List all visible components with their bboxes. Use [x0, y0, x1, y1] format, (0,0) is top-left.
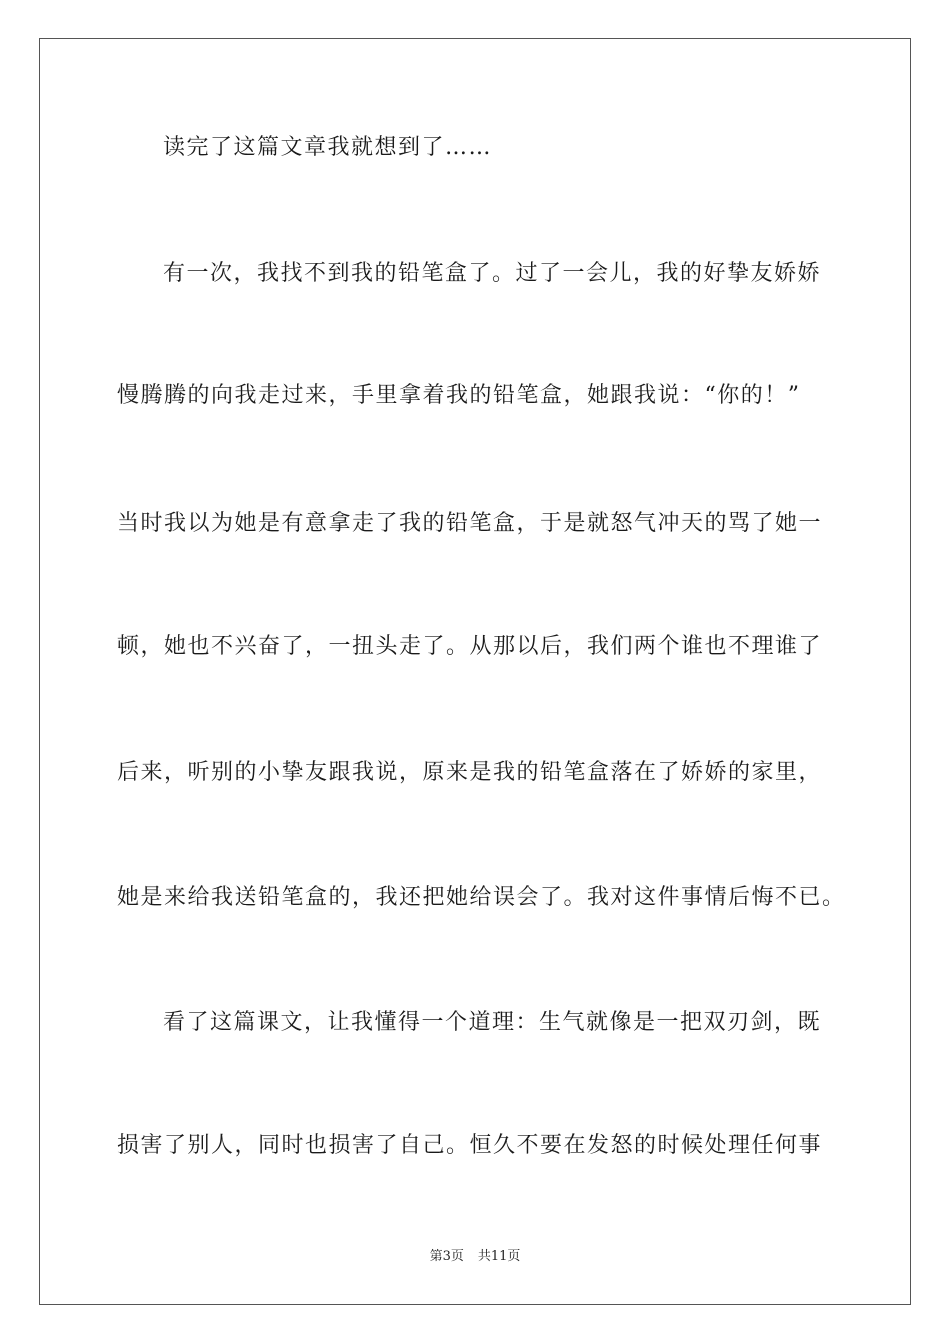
- text-line-3: 慢腾腾的向我走过来，手里拿着我的铅笔盒，她跟我说：“你的！”: [117, 383, 801, 408]
- text-line-1: 读完了这篇文章我就想到了……: [163, 135, 493, 160]
- page-number-total: 共11页: [477, 1249, 521, 1264]
- text-line-9: 损害了别人，同时也损害了自己。恒久不要在发怒的时候处理任何事: [117, 1133, 823, 1158]
- text-line-5: 顿，她也不兴奋了，一扭头走了。从那以后，我们两个谁也不理谁了: [117, 634, 823, 659]
- text-line-7: 她是来给我送铅笔盒的，我还把她给误会了。我对这件事情后悔不已。: [117, 885, 846, 910]
- page-border: [39, 38, 911, 1305]
- text-line-8: 看了这篇课文，让我懂得一个道理：生气就像是一把双刃剑，既: [163, 1010, 822, 1035]
- page-number-current: 第3页: [429, 1249, 464, 1264]
- page-footer: [0, 1248, 950, 1266]
- text-line-6: 后来，听别的小挚友跟我说，原来是我的铅笔盒落在了娇娇的家里，: [117, 760, 823, 785]
- text-line-4: 当时我以为她是有意拿走了我的铅笔盒，于是就怒气冲天的骂了她一: [117, 511, 823, 536]
- text-line-2: 有一次，我找不到我的铅笔盒了。过了一会儿，我的好挚友娇娇: [163, 261, 822, 286]
